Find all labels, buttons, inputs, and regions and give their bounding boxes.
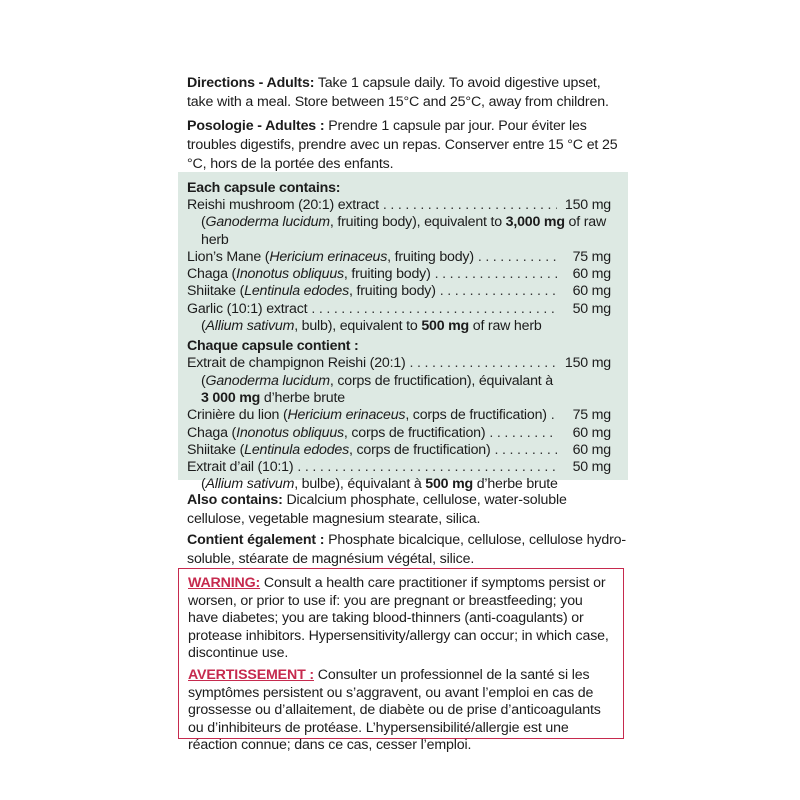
name-prefix: Shiitake ( (187, 283, 245, 300)
ingredient-row-garlic-fr (187, 459, 611, 476)
also-contains-fr (187, 531, 627, 569)
latin-name: Allium sativum (205, 318, 295, 335)
directions-fr-label: Posologie - Adultes : (187, 118, 325, 134)
ingredient-name: Reishi mushroom (20:1) extract (187, 197, 379, 213)
warning-fr (188, 667, 616, 755)
ingredient-name (187, 442, 491, 459)
note-text: , bulbe), équivalant à (294, 476, 426, 493)
ingredients-fr-heading: Chaque capsule contient : (187, 338, 359, 355)
ingredient-name (187, 425, 485, 442)
warning-fr-label: AVERTISSEMENT : (188, 666, 314, 683)
name-prefix: Chaga ( (187, 266, 237, 283)
ingredient-name (187, 266, 431, 283)
also-contains-fr-text: Phosphate bicalcique, cellulose, cellulose hydro-soluble, stéarate de magnésium végétal, silice. (187, 532, 626, 567)
dot-leader (478, 249, 557, 266)
also-contains-en-text: Dicalcium phosphate, cellulose, water-soluble cellulose, vegetable magnesium stearate, silica. (187, 492, 567, 527)
ingredient-amount: 50 mg (572, 300, 611, 317)
ingredient-amount: 60 mg (572, 266, 611, 283)
note-tail: d’herbe brute (472, 476, 558, 493)
ingredient-amount: 75 mg (572, 407, 611, 424)
name-prefix: Crinière du lion ( (187, 407, 288, 424)
note-bold-amount: 3 000 mg (201, 389, 261, 406)
ingredient-row-shiitake-fr (187, 442, 611, 459)
ingredient-note-reishi-en: (Ganoderma lucidum, fruiting body), equivalent to 3,000 mg of raw herb (201, 214, 606, 248)
directions-en-text: Take 1 capsule daily. To avoid digestive upset, take with a meal. Store between 15°C and 25°C, away from children. (187, 75, 609, 110)
latin-name: Lentinula edodes (244, 283, 350, 300)
name-suffix: , fruiting body) (349, 283, 436, 300)
latin-name: Lentinula edodes (244, 441, 350, 458)
name-suffix: , corps de fructification) (343, 424, 486, 441)
ingredient-name (187, 249, 474, 266)
also-contains-section (187, 491, 627, 569)
ingredient-row-chaga-fr (187, 425, 611, 442)
ingredient-name: Garlic (10:1) extract (187, 300, 308, 317)
directions-fr (187, 117, 627, 174)
ingredient-row-reishi-en (187, 197, 611, 214)
ingredient-name (187, 283, 436, 300)
ingredient-note-garlic-en: (Allium sativum, bulb), equivalent to 500 mg of raw herb (201, 318, 542, 335)
note-tail: d’herbe brute (260, 389, 345, 406)
ingredients-panel (178, 172, 628, 493)
ingredient-row-lions-mane-en (187, 249, 611, 266)
warning-en-label: WARNING: (188, 575, 261, 591)
ingredient-row-lions-mane-fr (187, 407, 611, 424)
name-suffix: , corps de fructification) (349, 441, 491, 458)
ingredient-row-chaga-en (187, 266, 611, 283)
dot-leader (410, 355, 557, 372)
warning-en (188, 575, 616, 663)
ingredient-note-reishi-fr: (Ganoderma lucidum, corps de fructification), équivalant à 3 000 mg d’herbe brute (201, 372, 553, 406)
dot-leader (311, 301, 557, 318)
note-tail: of raw herb (201, 214, 606, 248)
ingredient-amount: 60 mg (572, 441, 611, 458)
also-contains-fr-label: Contient également : (187, 532, 325, 548)
directions-fr-text: Prendre 1 capsule par jour. Pour éviter les troubles digestifs, prendre avec un repas. Conserver entre 15 °C et 25 °C, hors de la portée des enfants. (187, 118, 618, 172)
ingredient-row-shiitake-en (187, 283, 611, 300)
note-text: , corps de fructification), équivalant à (329, 372, 553, 389)
name-suffix: , corps de fructification) (405, 407, 547, 424)
latin-name: Inonotus obliquus (236, 424, 344, 441)
directions-en-label: Directions - Adults: (187, 75, 315, 91)
dot-leader (440, 283, 557, 300)
name-suffix: , fruiting body) (387, 248, 474, 265)
name-prefix: Lion’s Mane ( (187, 248, 270, 265)
ingredient-name (187, 407, 547, 424)
warning-box (178, 568, 624, 754)
note-text: , fruiting body), equivalent to (329, 214, 506, 231)
dot-leader (435, 266, 557, 283)
ingredient-name: Extrait de champignon Reishi (20:1) (187, 355, 406, 372)
ingredient-amount: 150 mg (564, 355, 611, 372)
latin-name: Hericium erinaceus (287, 407, 406, 424)
warning-en-text: Consult a health care practitioner if symptoms persist or worsen, or prior to use if: you are pregnant or breastfeeding; you have diabetes; you are taking blood-thinners (anti-coagulants) or protease inhibitors. Hypersensitivity/allergy can occur; in which case, discontinue use. (188, 575, 609, 662)
also-contains-en (187, 491, 627, 529)
ingredients-content (187, 180, 611, 494)
latin-name: Ganoderma lucidum (205, 372, 330, 389)
note-tail: of raw herb (469, 318, 542, 335)
latin-name: Hericium erinaceus (269, 248, 388, 265)
name-suffix: , fruiting body) (343, 266, 431, 283)
note-bold-amount: 500 mg (425, 476, 473, 493)
name-prefix: Shiitake ( (187, 441, 245, 458)
ingredient-note-garlic-fr: (Allium sativum, bulbe), équivalant à 500 mg d’herbe brute (201, 476, 558, 493)
ingredient-row-garlic-en (187, 301, 611, 318)
dot-leader (297, 459, 557, 476)
dot-leader (489, 425, 557, 442)
latin-name: Inonotus obliquus (236, 266, 344, 283)
directions-en (187, 74, 627, 112)
name-prefix: Chaga ( (187, 424, 237, 441)
note-text: , bulb), equivalent to (294, 318, 422, 335)
ingredient-name: Extrait d’ail (10:1) (187, 459, 294, 476)
ingredient-amount: 60 mg (572, 424, 611, 441)
ingredient-amount: 75 mg (572, 248, 611, 265)
dot-leader (495, 442, 558, 459)
ingredients-en-heading: Each capsule contains: (187, 180, 341, 196)
directions-section (187, 74, 627, 174)
ingredient-amount: 50 mg (572, 459, 611, 476)
warning-content (188, 575, 616, 755)
note-bold-amount: 500 mg (421, 318, 470, 335)
also-contains-en-label: Also contains: (187, 492, 283, 508)
ingredient-row-reishi-fr (187, 355, 611, 372)
note-bold-amount: 3,000 mg (505, 214, 565, 231)
latin-name: Allium sativum (205, 476, 295, 493)
dot-leader (551, 407, 557, 424)
latin-name: Ganoderma lucidum (205, 214, 330, 231)
dot-leader (383, 197, 557, 214)
warning-fr-text: Consulter un professionnel de la santé si les symptômes persistent ou s’aggravent, ou avant l’emploi en cas de grossesse ou d’allaitement, de diabète ou de prise d’anticoagulants ou d’inhibiteurs de protéase. L’hypersensibilité/allergie est une réaction connue; dans ce cas, cesser l’emploi. (188, 666, 601, 754)
ingredient-amount: 60 mg (572, 283, 611, 300)
ingredient-amount: 150 mg (564, 197, 611, 213)
